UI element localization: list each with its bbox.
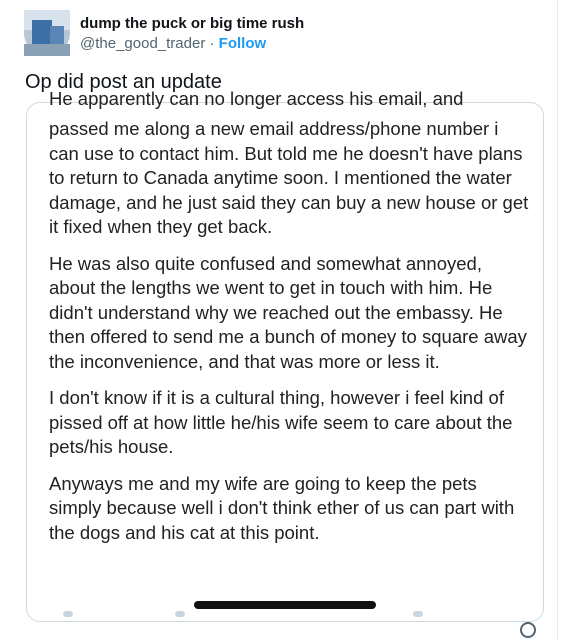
avatar[interactable] [24, 10, 70, 56]
tweet-image[interactable] [26, 88, 544, 622]
display-name[interactable]: dump the puck or big time rush [80, 15, 305, 32]
avatar-ground [24, 44, 70, 56]
screenshot-paragraph-4: Anyways me and my wife are going to keep the pets simply because well i don't think ether of us can part with the dogs and his cat at this point. [49, 472, 515, 543]
screenshot-paragraph-3: I don't know if it is a cultural thing, however i feel kind of pissed off at how little he/his wife seem to care about the pets/his house. [49, 387, 513, 457]
handle-separator: · [205, 35, 219, 52]
screenshot-paragraph-1: passed me along a new email address/phone number i can use to contact him. But told me he doesn't have plans to return to Canada anytime soon. I mentioned the water damage, and he just said they can buy a new house or get it fixed when they get back. [49, 118, 529, 237]
info-icon[interactable] [520, 622, 536, 638]
faint-toolbar-icons [57, 609, 517, 621]
screenshot-paragraph-2: He was also quite confused and somewhat annoyed, about the lengths we went to get in touch with him. He didn't understand why we reached out the embassy. He then offered to send me a bunch of money to square away the inconvenience, and that was more or less it. [49, 252, 527, 372]
follow-button[interactable]: Follow [218, 35, 267, 52]
tweet-header [24, 10, 304, 56]
faint-icon [63, 611, 73, 617]
user-info [80, 14, 304, 54]
home-indicator-bar [194, 601, 376, 609]
faint-icon [175, 611, 185, 617]
avatar-building [32, 20, 52, 46]
user-handle[interactable]: @the_good_trader [80, 35, 206, 52]
faint-icon [413, 611, 423, 617]
tweet-text: Op did post an update [25, 71, 222, 93]
handle-line [80, 34, 304, 54]
screenshot-text [49, 117, 533, 557]
cut-off-line: He apparently can no longer access his email, and [49, 88, 464, 109]
